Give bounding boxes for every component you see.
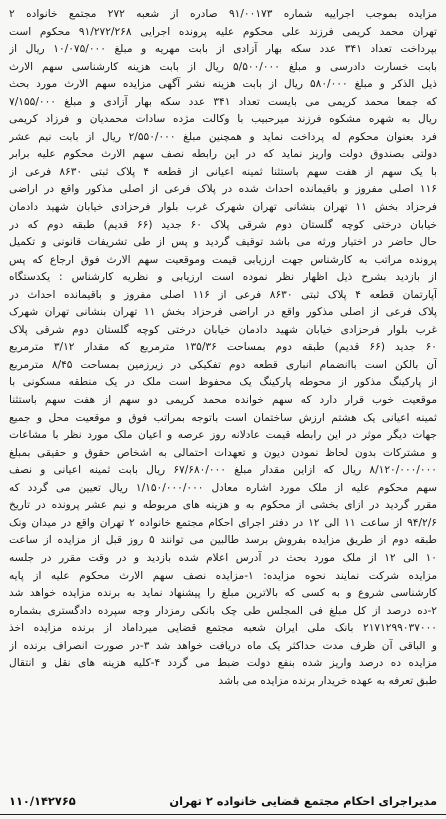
notice-line: ۱۱۶ اصلی مفروز و باقیمانده احداث شده در پلاک فرعی از اصلی مذکور واقع در اراضی (9, 183, 437, 196)
notice-line: مزایده بموجب اجراییه شماره ۹۱/۰۰۱۷۳ صادره از شعبه ۲۷۲ مجتمع خانواده ۲ (9, 8, 437, 20)
notice-line: ۹۴/۲/۶ از ساعت ۱۱ الی ۱۲ در دفتر اجرای احکام مجتمع خانواده ۲ تهران واقع در میدان ونک (9, 516, 437, 529)
notice-line: طبقه دوم از طریق مزایده بفروش برسد طالبین می توانند ۵ روز قبل از مزایده از ساعت (9, 534, 437, 547)
notice-line: فرد بعنوان محکوم له پرداخت نماید و همچنین مبلغ ۲/۵۵۰/۰۰۰ ریال از بابت نیم عشر (9, 130, 437, 143)
notice-line: آپارتمان قطعه ۴ پلاک ثبتی ۸۶۳۰ فرعی از ۱۱۶ اصلی مفروز و باقیمانده احداث در (9, 288, 437, 301)
notice-line: ۸/۱۲۰/۰۰۰/۰۰۰ ریال که ازاین مقدار مبلغ ۶۷/۶۸۰/۰۰۰ ریال بابت ثمینه اعیانی و نصف (9, 464, 437, 477)
notice-code: ۱۱۰/۱۴۲۷۶۵ (9, 794, 76, 808)
notice-line: کارشناسی شروع و به کسی که بالاترین مبلغ را پیشنهاد نماید به برنده مزایده خواهد شد (9, 587, 437, 600)
signature-line: مدیراجرای احکام مجتمع قضایی خانواده ۲ تهران (169, 794, 437, 808)
notice-line: ریال به شهره مشکوه فرزند میرحبیب با وکالت مژده سادات محمدیان و فرزاد کریمی (9, 113, 437, 126)
notice-line: پرونده مراتب به کارشناس جهت ارزیابی قیمت وموقعیت سهم الارث فوق ارجاع که پس (9, 253, 437, 266)
notice-line: با یک سهم از هفت سهم باستثنا ثمینه اعیانی از قطعه ۴ پلاک ثبتی ۸۶۳۰ فرعی از (9, 165, 437, 178)
notice-line: حال حاضر در اختیار ورثه می باشد توقیف گردید و پس از طی تشریفات قانونی و تکمیل (9, 236, 437, 249)
notice-line: ذیل الذکر و مبلغ ۵۸۰/۰۰۰ ریال از بابت هزینه نشر آگهی مزایده سهم الارث مورد بحث (9, 78, 437, 91)
notice-line: طبق تعرفه به عهده خریدار برنده مزایده می باشد (218, 674, 437, 687)
notice-line: خیابان درختی کوچه گلستان دوم شرقی پلاک ۶۰ جدید (۶۶ قدیم) طبقه دوم که در (9, 218, 437, 231)
notice-line: از پارکینگ مذکور از محوطه پارکینگ یک محفوظ است ملک در یک منطقه مسکونی با (9, 376, 437, 389)
notice-line: فرحزاد بخش ۱۱ تهران بنشانی تهران شهرک غرب بلوار فرحزادی خیابان شهید دادمان (9, 201, 437, 214)
notice-line: سهم محکوم علیه از ملک مورد اشاره معادل ۱/۱۵۰/۰۰۰/۰۰۰ ریال تعیین می گردد که (9, 481, 437, 494)
notice-line: و مشترکات بدون لحاظ نمودن دیون و تعهدات احتمالی به اشخاص حقوق و حقیقی بمبلغ (9, 446, 437, 459)
notice-line: ۱۰ الی ۱۲ از ملک مورد بحث در آدرس اعلام شده بازدید و در وقت مقرر در جلسه (9, 551, 437, 564)
notice-line: موقعیت خوب قرار دارد که سهم خوانده محمد کریمی دو سهم از هفت سهم باستثنا (9, 394, 437, 407)
notice-line: جهات دیگر موثر در این رابطه قیمت عادلانه روز عرصه و اعیان ملک مورد نظر با مشاعات (9, 429, 437, 442)
notice-line: پلاک فرعی از اصلی مذکور واقع در اراضی فرحزاد بخش ۱۱ تهران بنشانی تهران شهرک (9, 306, 437, 319)
notice-line: بپرداخت تعداد ۳۴۱ عدد سکه بهار آزادی از بابت مهریه و مبلغ ۱۰/۰۷۵/۰۰۰ ریال از (9, 43, 437, 56)
notice-line: و الباقی آن ظرف مدت حداکثر یک ماه دریافت خواهد شد ۳-در صورت انصراف برنده از (9, 639, 437, 652)
notice-footer (9, 794, 437, 808)
notice-line: غرب بلوار فرحزادی خیابان شهید دادمان خیابان درختی کوچه گلستان دوم شرقی پلاک (9, 323, 437, 336)
notice-line: ۲۱۷۱۲۹۹۰۳۷۰۰۰ بانک ملی ایران شعبه مجتمع قضایی میرداماد از برنده مزایده اخذ (9, 622, 437, 635)
notice-body (9, 6, 437, 690)
notice-line: از بازدید بشرح ذیل اظهار نظر نموده است ارزیابی و نظریه کارشناس : یکدستگاه (9, 271, 437, 284)
notice-line: مزایده شرکت نمایند نحوه مزایده: ۱-مزایده نصف سهم الارث محکوم علیه از پایه (9, 569, 437, 582)
notice-line: تهران محمد کریمی فرزند علی محکوم علیه پرونده اجرایی ۹۱/۲۷۲/۲۶۸ محکوم است (9, 25, 437, 38)
notice-line: مقرر گردید در ازای بخشی از محکوم به و هزینه های مربوطه و نیم عشر پرونده در تاریخ (9, 499, 437, 512)
notice-line: بابت خسارت دادرسی و مبلغ ۵/۵۰۰/۰۰۰ ریال از بابت هزینه کارشناسی سهم الارث (9, 60, 437, 73)
notice-line: ۶۰ جدید (۶۶ قدیم) طبقه دوم بمساحت ۱۳۵/۳۶ مترمربع که مقدار ۳/۱۲ مترمربع (9, 341, 437, 354)
notice-line: آن بالکن است باانضمام انباری قطعه دوم تفکیکی در زیرزمین بمساحت ۸/۴۵ مترمربع (9, 358, 437, 371)
bottom-rule (0, 814, 446, 819)
notice-line: که جمعا محمد کریمی می بایست تعداد ۳۴۱ عدد سکه بهار آزادی و مبلغ ۷/۱۵۵/۰۰۰ (9, 95, 437, 108)
notice-line: ۲-ده درصد از کل مبلغ فی المجلس طی چک بانکی رمزدار وجه سپرده دادگستری بشماره (9, 604, 437, 617)
notice-line: مزایده ده درصد واریز شده بنفع دولت ضبط می گردد ۴-کلیه هزینه های نقل و انتقال (9, 657, 437, 670)
notice-line: ثمینه اعیانی یک هشتم ارزش ساختمان است باتوجه بمراتب فوق و موقعیت محل و جمیع (9, 411, 437, 424)
notice-line: دولتی بصندوق دولت واریز نماید که در این رابطه نصف سهم الارث محکوم علیه برابر (9, 148, 437, 161)
